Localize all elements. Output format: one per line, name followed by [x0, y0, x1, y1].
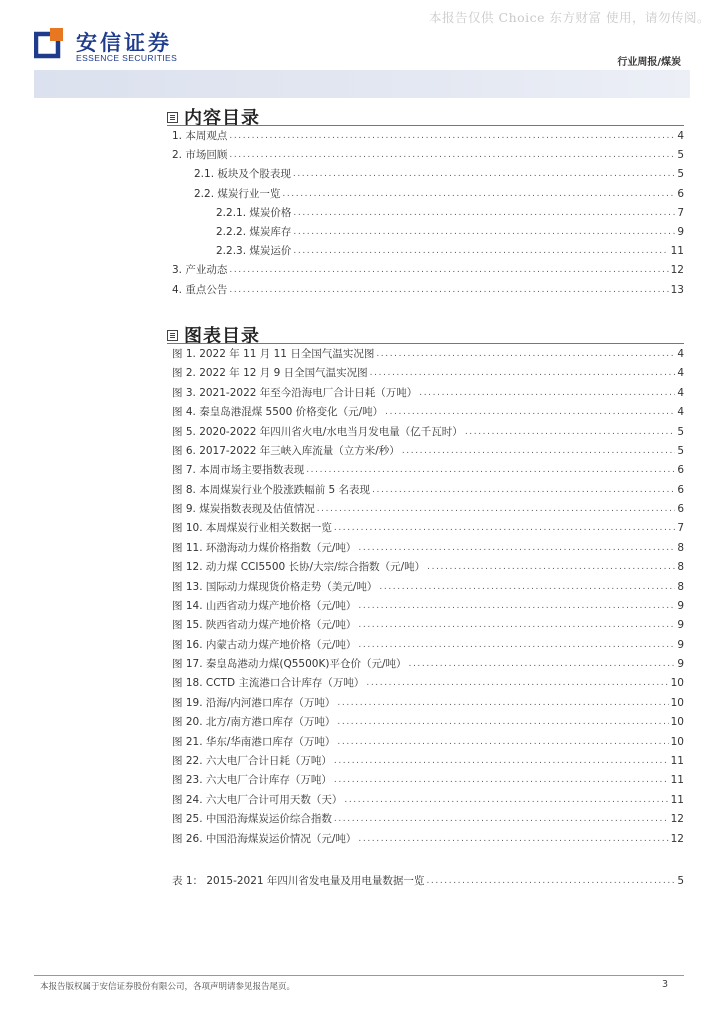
toc-entry-page: 8: [677, 561, 684, 574]
toc-entry-page: 10: [670, 735, 684, 748]
toc-entry[interactable]: [172, 445, 684, 458]
toc-entry-page: 4: [677, 367, 684, 380]
dot-leader: [337, 716, 668, 729]
toc-entry-page: 11: [670, 754, 684, 767]
dot-leader: [317, 503, 676, 516]
dot-leader: [337, 736, 668, 749]
toc-entry-page: 5: [677, 425, 684, 438]
toc-entry[interactable]: [216, 245, 684, 258]
toc-entry-page: 5: [677, 149, 684, 162]
toc-entry[interactable]: [172, 813, 684, 826]
toc-entry-page: 5: [677, 875, 684, 887]
toc-entry-label: 图 15. 陕西省动力煤产地价格（元/吨）: [172, 619, 357, 632]
dot-leader: [366, 677, 668, 690]
toc-entry-label: 图 7. 本周市场主要指数表现: [172, 464, 305, 477]
toc-entry[interactable]: [194, 168, 684, 181]
toc-entry-page: 10: [670, 696, 684, 709]
essence-logo-icon: [34, 26, 68, 60]
contents-heading: [167, 104, 260, 130]
toc-entry-page: 4: [677, 348, 684, 360]
toc-entry-label: 图 19. 沿海/内河港口库存（万吨）: [172, 696, 336, 709]
toc-entry-label: 图 24. 六大电厂合计可用天数（天）: [172, 793, 343, 806]
toc-entry-label: 1. 本周观点: [172, 130, 228, 142]
toc-entry-label: 图 21. 华东/华南港口库存（万吨）: [172, 735, 336, 748]
toc-entry-label: 3. 产业动态: [172, 264, 228, 277]
dot-leader: [293, 245, 668, 258]
dot-leader: [358, 639, 675, 652]
list-icon: [167, 330, 178, 341]
toc-entry-label: 图 6. 2017-2022 年三峡入库流量（立方米/秒）: [172, 444, 400, 457]
toc-entry-page: 4: [677, 406, 684, 419]
toc-entry-page: 11: [670, 774, 684, 787]
toc-entry-label: 图 18. CCTD 主流港口合计库存（万吨）: [172, 677, 365, 690]
toc-entry-label: 图 23. 六大电厂合计库存（万吨）: [172, 774, 332, 787]
toc-entry-label: 图 26. 中国沿海煤炭运价情况（元/吨）: [172, 832, 357, 845]
toc-entry[interactable]: [172, 716, 684, 729]
dot-leader: [293, 207, 675, 220]
contents-rule: [167, 125, 684, 126]
toc-entry[interactable]: [172, 484, 684, 497]
toc-entry-label: 图 22. 六大电厂合计日耗（万吨）: [172, 754, 332, 767]
dot-leader: [370, 367, 676, 380]
toc-entry-page: 12: [670, 813, 684, 826]
toc-entry-page: 9: [677, 226, 684, 238]
toc-entry[interactable]: [216, 226, 684, 239]
dot-leader: [408, 658, 675, 671]
figures-heading: [167, 322, 260, 348]
toc-entry-page: 7: [677, 522, 684, 535]
toc-entry-page: 6: [677, 187, 684, 200]
toc-entry[interactable]: [172, 581, 684, 594]
dot-leader: [334, 813, 669, 826]
dot-leader: [229, 284, 668, 297]
toc-entry-page: 11: [670, 793, 684, 806]
contents-title: 内容目录: [184, 108, 260, 129]
dot-leader: [376, 348, 675, 361]
dot-leader: [306, 464, 675, 477]
dot-leader: [229, 130, 675, 143]
toc-entry-page: 9: [677, 658, 684, 671]
toc-entry-page: 4: [677, 386, 684, 399]
list-icon: [167, 112, 178, 123]
toc-entry[interactable]: [172, 542, 684, 555]
footer-disclaimer: 本报告版权属于安信证券股份有限公司，各项声明请参见报告尾页。: [40, 982, 296, 992]
watermark: 本报告仅供 Choice 东方财富 使用，请勿传阅。: [429, 10, 710, 25]
dot-leader: [372, 484, 675, 497]
header-band: [34, 70, 690, 98]
logo-english-name: ESSENCE SECURITIES: [76, 53, 178, 63]
figures-rule: [167, 343, 684, 344]
toc-entry-page: 13: [670, 283, 684, 296]
dot-leader: [358, 542, 675, 555]
toc-entry-label: 2.2.1. 煤炭价格: [216, 206, 292, 219]
dot-leader: [344, 794, 668, 807]
toc-entry-page: 12: [670, 832, 684, 845]
toc-entry-label: 图 20. 北方/南方港口库存（万吨）: [172, 716, 336, 729]
toc-entry[interactable]: [172, 755, 684, 768]
dot-leader: [419, 387, 675, 400]
toc-entry[interactable]: [216, 207, 684, 220]
toc-entry[interactable]: [172, 677, 684, 690]
dot-leader: [379, 581, 675, 594]
toc-entry[interactable]: [172, 736, 684, 749]
toc-entry-label: 图 17. 秦皇岛港动力煤(Q5500K)平仓价（元/吨）: [172, 658, 407, 671]
dot-leader: [229, 149, 675, 162]
toc-entry[interactable]: [172, 794, 684, 807]
toc-entry-label: 2. 市场回顾: [172, 149, 228, 162]
logo-chinese-name: 安信证券: [76, 31, 172, 55]
toc-entry-label: 2.1. 板块及个股表现: [194, 168, 291, 181]
toc-entry-page: 10: [670, 716, 684, 729]
toc-entry[interactable]: [172, 561, 684, 574]
company-logo: [34, 26, 254, 66]
toc-entry-page: 12: [670, 264, 684, 277]
toc-entry-label: 图 5. 2020-2022 年四川省火电/水电当月发电量（亿千瓦时）: [172, 425, 463, 438]
toc-entry[interactable]: [172, 600, 684, 613]
dot-leader: [402, 445, 676, 458]
toc-entry[interactable]: [172, 387, 684, 400]
toc-entry-page: 6: [677, 503, 684, 516]
dot-leader: [385, 406, 675, 419]
page-number: 3: [661, 979, 668, 990]
toc-entry-label: 图 1. 2022 年 11 月 11 日全国气温实况图: [172, 348, 375, 360]
toc-entry-label: 表 1： 2015-2021 年四川省发电量及用电量数据一览: [172, 875, 425, 887]
toc-entry-page: 11: [670, 245, 684, 258]
dot-leader: [293, 168, 675, 181]
toc-entry-label: 2.2.3. 煤炭运价: [216, 245, 292, 258]
toc-entry-label: 图 4. 秦皇岛港混煤 5500 价格变化（元/吨）: [172, 406, 384, 419]
toc-entry[interactable]: [172, 639, 684, 652]
toc-entry[interactable]: [172, 774, 684, 787]
dot-leader: [334, 755, 669, 768]
toc-entry[interactable]: [172, 367, 684, 380]
dot-leader: [465, 426, 676, 439]
report-category: 行业周报/煤炭: [617, 57, 681, 68]
toc-entry-page: 8: [677, 541, 684, 554]
toc-entry-page: 8: [677, 580, 684, 593]
toc-entry-page: 9: [677, 619, 684, 632]
toc-entry[interactable]: [172, 833, 684, 846]
toc-entry-label: 图 3. 2021-2022 年至今沿海电厂合计日耗（万吨）: [172, 386, 418, 399]
dot-leader: [337, 697, 668, 710]
figures-title: 图表目录: [184, 326, 260, 347]
toc-entry[interactable]: [172, 697, 684, 710]
toc-entry-page: 4: [677, 130, 684, 142]
toc-entry-page: 7: [677, 206, 684, 219]
dot-leader: [334, 774, 669, 787]
toc-entry[interactable]: [172, 503, 684, 516]
toc-entry-label: 2.2. 煤炭行业一览: [194, 187, 281, 200]
toc-entry[interactable]: [194, 188, 684, 201]
toc-entry[interactable]: [172, 658, 684, 671]
toc-entry[interactable]: [172, 426, 684, 439]
dot-leader: [358, 600, 675, 613]
toc-entry-label: 图 9. 煤炭指数表现及估值情况: [172, 503, 315, 516]
toc-entry[interactable]: [172, 264, 684, 277]
toc-entry-label: 图 13. 国际动力煤现货价格走势（美元/吨）: [172, 580, 378, 593]
toc-entry[interactable]: [172, 149, 684, 162]
dot-leader: [358, 833, 668, 846]
dot-leader: [282, 188, 675, 201]
toc-entry-page: 5: [677, 444, 684, 457]
toc-entry-label: 图 2. 2022 年 12 月 9 日全国气温实况图: [172, 367, 368, 380]
toc-entry-label: 图 10. 本周煤炭行业相关数据一览: [172, 522, 332, 535]
toc-entry-page: 6: [677, 483, 684, 496]
footer-rule: [34, 975, 684, 976]
toc-entry-page: 9: [677, 638, 684, 651]
toc-entry-label: 2.2.2. 煤炭库存: [216, 226, 292, 238]
toc-entry-label: 图 25. 中国沿海煤炭运价综合指数: [172, 813, 332, 826]
dot-leader: [426, 875, 675, 888]
toc-entry[interactable]: [172, 348, 684, 361]
toc-entry-page: 9: [677, 599, 684, 612]
dot-leader: [358, 619, 675, 632]
toc-entry-label: 4. 重点公告: [172, 283, 228, 296]
toc-entry-label: 图 8. 本周煤炭行业个股涨跌幅前 5 名表现: [172, 483, 371, 496]
toc-entry-label: 图 12. 动力煤 CCI5500 长协/大宗/综合指数（元/吨）: [172, 561, 426, 574]
toc-entry-page: 6: [677, 464, 684, 477]
toc-entry[interactable]: [172, 464, 684, 477]
toc-entry[interactable]: [172, 406, 684, 419]
toc-entry-page: 5: [677, 168, 684, 181]
toc-entry-label: 图 14. 山西省动力煤产地价格（元/吨）: [172, 599, 357, 612]
toc-entry-label: 图 11. 环渤海动力煤价格指数（元/吨）: [172, 541, 357, 554]
dot-leader: [293, 226, 675, 239]
toc-entry[interactable]: [172, 619, 684, 632]
toc-entry-label: 图 16. 内蒙古动力煤产地价格（元/吨）: [172, 638, 357, 651]
toc-entry[interactable]: [172, 130, 684, 143]
toc-entry[interactable]: [172, 284, 684, 297]
dot-leader: [334, 522, 675, 535]
dot-leader: [427, 561, 675, 574]
dot-leader: [229, 264, 668, 277]
toc-entry[interactable]: [172, 522, 684, 535]
toc-entry[interactable]: [172, 875, 684, 888]
toc-entry-page: 10: [670, 677, 684, 690]
